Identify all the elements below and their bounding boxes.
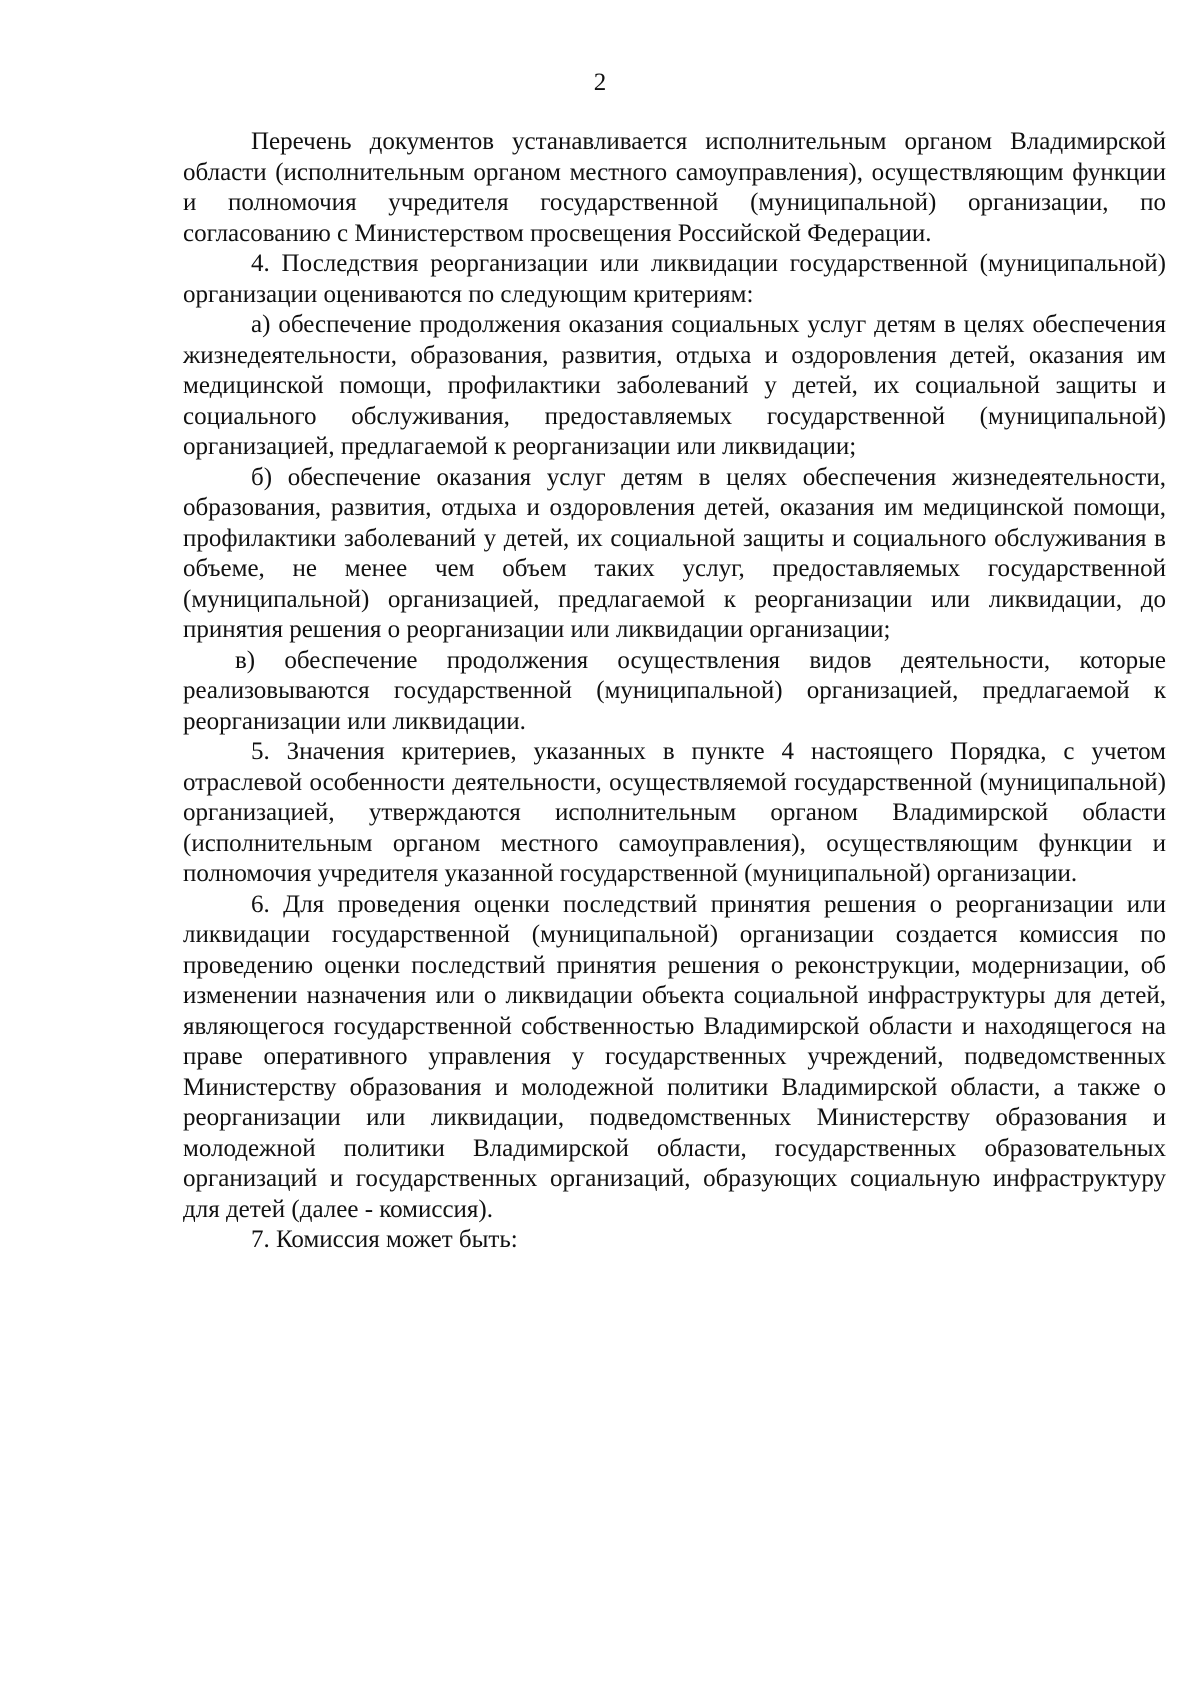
page-number: 2 [593, 69, 607, 96]
paragraph-item-4: 4. Последствия реорганизации или ликвидации государственной (муниципальной) организации оцениваются по следующим критериям: [183, 250, 1166, 308]
document-body [183, 127, 1166, 1256]
paragraph-criterion-v: в) обеспечение продолжения осуществления видов деятельности, которые реализовываются государственной (муниципальной) организацией, предлагаемой к реорганизации или ликвидации. [183, 646, 1166, 735]
paragraph-item-6: 6. Для проведения оценки последствий принятия решения о реорганизации или ликвидации государственной (муниципальной) организации создается комиссия по проведению оценки последствий принятия решения о реконструкции, модернизации, об изменении назначения или о ликвидации объекта социальной инфраструктуры для детей, являющегося государственной собственностью Владимирской области и находящегося на праве оперативного управления у государственных учреждений, подведомственных Министерству образования и молодежной политики Владимирской области, а также о реорганизации или ликвидации, подведомственных Министерству образования и молодежной политики Владимирской области, государственных образовательных организаций и государственных организаций, образующих социальную инфраструктуру для детей (далее - комиссия). [183, 890, 1166, 1223]
paragraph-document-list: Перечень документов устанавливается исполнительным органом Владимирской области (исполнительным органом местного самоуправления), осуществляющим функции и полномочия учредителя государственной (муниципальной) организации, по согласованию с Министерством просвещения Российской Федерации. [183, 128, 1166, 247]
paragraph-criterion-b: б) обеспечение оказания услуг детям в целях обеспечения жизнедеятельности, образования, развития, отдыха и оздоровления детей, оказания им медицинской помощи, профилактики заболеваний у детей, их социальной защиты и социального обслуживания в объеме, не менее чем объем таких услуг, предоставляемых государственной (муниципальной) организацией, предлагаемой к реорганизации или ликвидации, до принятия решения о реорганизации или ликвидации организации; [183, 463, 1166, 643]
paragraph-item-7: 7. Комиссия может быть: [251, 1226, 518, 1253]
paragraph-item-5: 5. Значения критериев, указанных в пункте 4 настоящего Порядка, с учетом отраслевой особенности деятельности, осуществляемой государственной (муниципальной) организацией, утверждаются исполнительным органом Владимирской области (исполнительным органом местного самоуправления), осуществляющим функции и полномочия учредителя указанной государственной (муниципальной) организации. [183, 738, 1166, 887]
paragraph-criterion-a: а) обеспечение продолжения оказания социальных услуг детям в целях обеспечения жизнедеятельности, образования, развития, отдыха и оздоровления детей, оказания им медицинской помощи, профилактики заболеваний у детей, их социальной защиты и социального обслуживания, предоставляемых государственной (муниципальной) организацией, предлагаемой к реорганизации или ликвидации; [183, 311, 1166, 460]
